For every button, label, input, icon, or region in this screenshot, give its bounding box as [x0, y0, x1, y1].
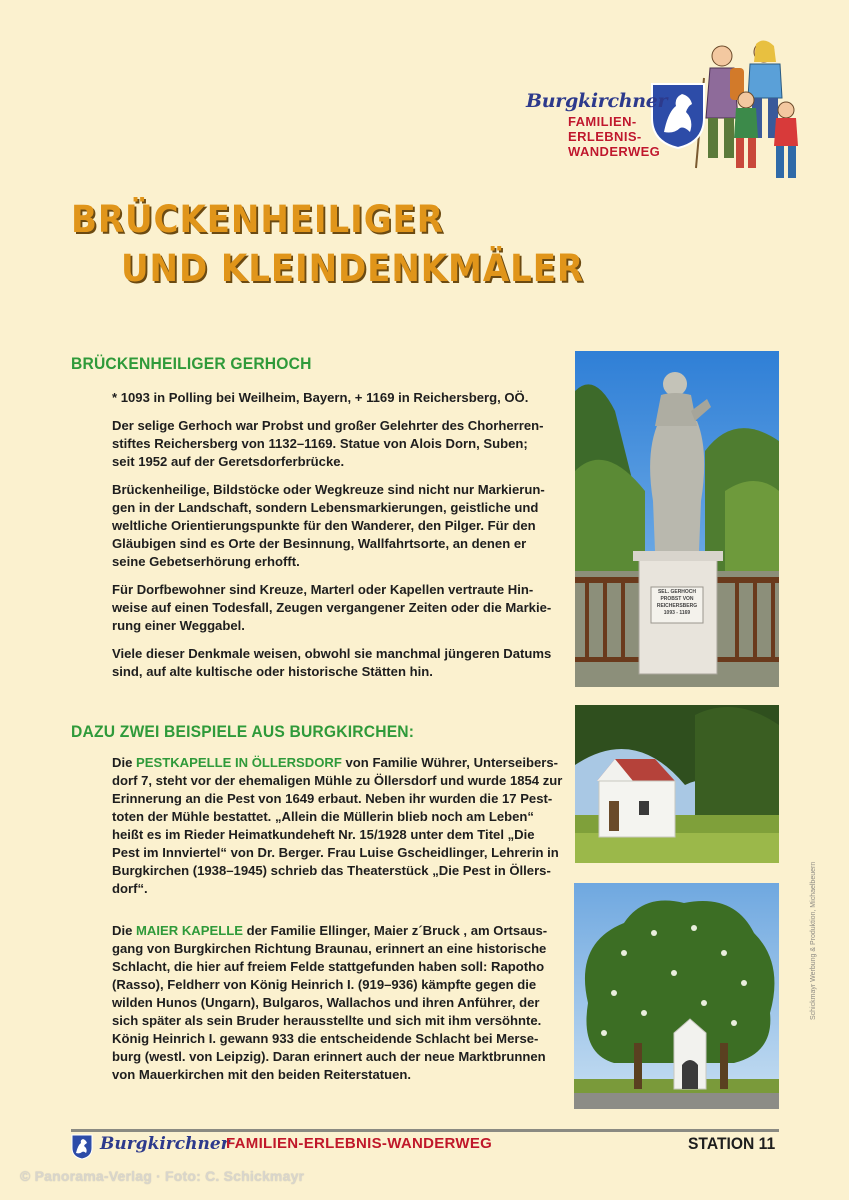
- bullet-line: * 1093 in Polling bei Weilheim, Bayern, + 1169 in Reichersberg, OÖ.: [112, 390, 529, 405]
- text-line: Gläubigen sind es Orte der Besinnung, Wallfahrtsorte, an denen er: [112, 536, 527, 551]
- text-line: toten der Mühle bestattet. „Allein die Müllerin blieb noch am Leben“: [112, 809, 534, 824]
- text-line: weise auf einen Todesfall, Zeugen vergangener Zeiten oder die Markie-: [112, 600, 552, 615]
- page-title-line1: BRÜCKENHEILIGER: [71, 198, 444, 241]
- logo-tagline: [568, 114, 660, 159]
- section-heading-examples: DAZU ZWEI BEISPIELE AUS BURGKIRCHEN:: [71, 722, 415, 741]
- photo-statue-gerhoch: [575, 351, 779, 687]
- page-title-line2: UND KLEINDENKMÄLER: [121, 247, 585, 290]
- text-line: seit 1952 auf der Geretsdorferbrücke.: [112, 454, 345, 469]
- logo-line: WANDERWEG: [568, 144, 661, 159]
- section2-text: [112, 754, 568, 1084]
- watermark: © Panorama-Verlag · Foto: C. Schickmayr: [20, 1168, 305, 1184]
- highlight-maier-kapelle: MAIER KAPELLE: [136, 923, 243, 938]
- photo-maier-kapelle: [574, 883, 779, 1109]
- text-line: seine Gebetserhörung erhofft.: [112, 554, 300, 569]
- hiking-family-illustration: [690, 38, 810, 188]
- text-line: weltliche Orientierungspunkte für den Wanderer, den Pilger. Für den: [112, 518, 536, 533]
- footer-brand: Burgkirchner: [100, 1134, 230, 1154]
- section-heading-gerhoch: BRÜCKENHEILIGER GERHOCH: [71, 354, 312, 373]
- statue-plaque: SEL. GERHOCH PROBST VON REICHERSBERG 1093 - 1169: [656, 589, 698, 616]
- text-line: Brückenheilige, Bildstöcke oder Wegkreuze sind nicht nur Markierun-: [112, 482, 545, 497]
- text-line: burg (westl. von Leipzig). Daran erinnert auch der neue Marktbrunnen: [112, 1049, 546, 1064]
- text-line: Schlacht, die hier auf freiem Felde stattgefunden haben soll: Rapotho: [112, 959, 545, 974]
- section1-text: [112, 389, 562, 681]
- text-line: dorf“.: [112, 881, 148, 896]
- text-line: von Mauerkirchen mit den beiden Reiterstatuen.: [112, 1067, 412, 1082]
- logo-line: ERLEBNIS-: [568, 129, 642, 144]
- text-line: gen in der Landschaft, sondern Lebensmarkierungen, geistliche und: [112, 500, 539, 515]
- text-line: Burgkirchen (1938–1945) schrieb das Theaterstück „Die Pest in Öllers-: [112, 863, 551, 878]
- logo-brand: Burgkirchner: [526, 90, 668, 112]
- text-line: Erinnerung an die Pest von 1649 erbaut. Neben ihr wurden die 17 Pest-: [112, 791, 553, 806]
- text-line: Der selige Gerhoch war Probst und großer Gelehrter des Chorherren-: [112, 418, 544, 433]
- logo: [520, 38, 810, 188]
- text-line: wilden Hunos (Ungarn), Bulgaros, Wallachos und ihren Anführer, der: [112, 995, 540, 1010]
- station-number: STATION 11: [688, 1134, 776, 1153]
- text-line: rung einer Weggabel.: [112, 618, 245, 633]
- text-line: heißt es im Rieder Heimatkundeheft Nr. 15/1928 unter dem Titel „Die: [112, 827, 535, 842]
- text-line: stiftes Reichersberg von 1132–1169. Statue von Alois Dorn, Suben;: [112, 436, 528, 451]
- text-line: Pest im Innviertel“ von Dr. Berger. Frau Luise Gscheidlinger, Lehrerin in: [112, 845, 559, 860]
- text-line: sich später als sein Bruder herausstellte und sich mit ihm versöhnte.: [112, 1013, 542, 1028]
- text-line: sind, auf alte kultische oder historische Stätten hin.: [112, 664, 433, 679]
- footer-trail-name: FAMILIEN-ERLEBNIS-WANDERWEG: [226, 1135, 493, 1152]
- production-credit: Schickmayr Werbung & Produktion, Michaelbeuern: [810, 861, 817, 1020]
- text-line: Die MAIER KAPELLE der Familie Ellinger, Maier z´Bruck , am Ortsaus-: [112, 923, 548, 938]
- text-line: Für Dorfbewohner sind Kreuze, Marterl oder Kapellen vertraute Hin-: [112, 582, 534, 597]
- text-line: Viele dieser Denkmale weisen, obwohl sie manchmal jüngeren Datums: [112, 646, 552, 661]
- text-line: Die PESTKAPELLE IN ÖLLERSDORF von Familie Wührer, Unterseibers-: [112, 755, 558, 770]
- highlight-pestkapelle: PESTKAPELLE IN ÖLLERSDORF: [136, 755, 342, 770]
- text-line: König Heinrich I. gewann 933 die entscheidende Schlacht bei Merse-: [112, 1031, 539, 1046]
- text-line: dorf 7, steht vor der ehemaligen Mühle zu Öllersdorf und wurde 1854 zur: [112, 773, 563, 788]
- text-line: (Rasso), Feldherr von König Heinrich I. (919–936) kämpfte gegen die: [112, 977, 537, 992]
- photo-pestkapelle: [575, 705, 779, 863]
- footer-rule: [71, 1129, 779, 1132]
- horse-shield-icon: [71, 1134, 93, 1160]
- text-line: gang von Burgkirchen Richtung Braunau, erinnert an eine historische: [112, 941, 547, 956]
- logo-line: FAMILIEN-: [568, 114, 637, 129]
